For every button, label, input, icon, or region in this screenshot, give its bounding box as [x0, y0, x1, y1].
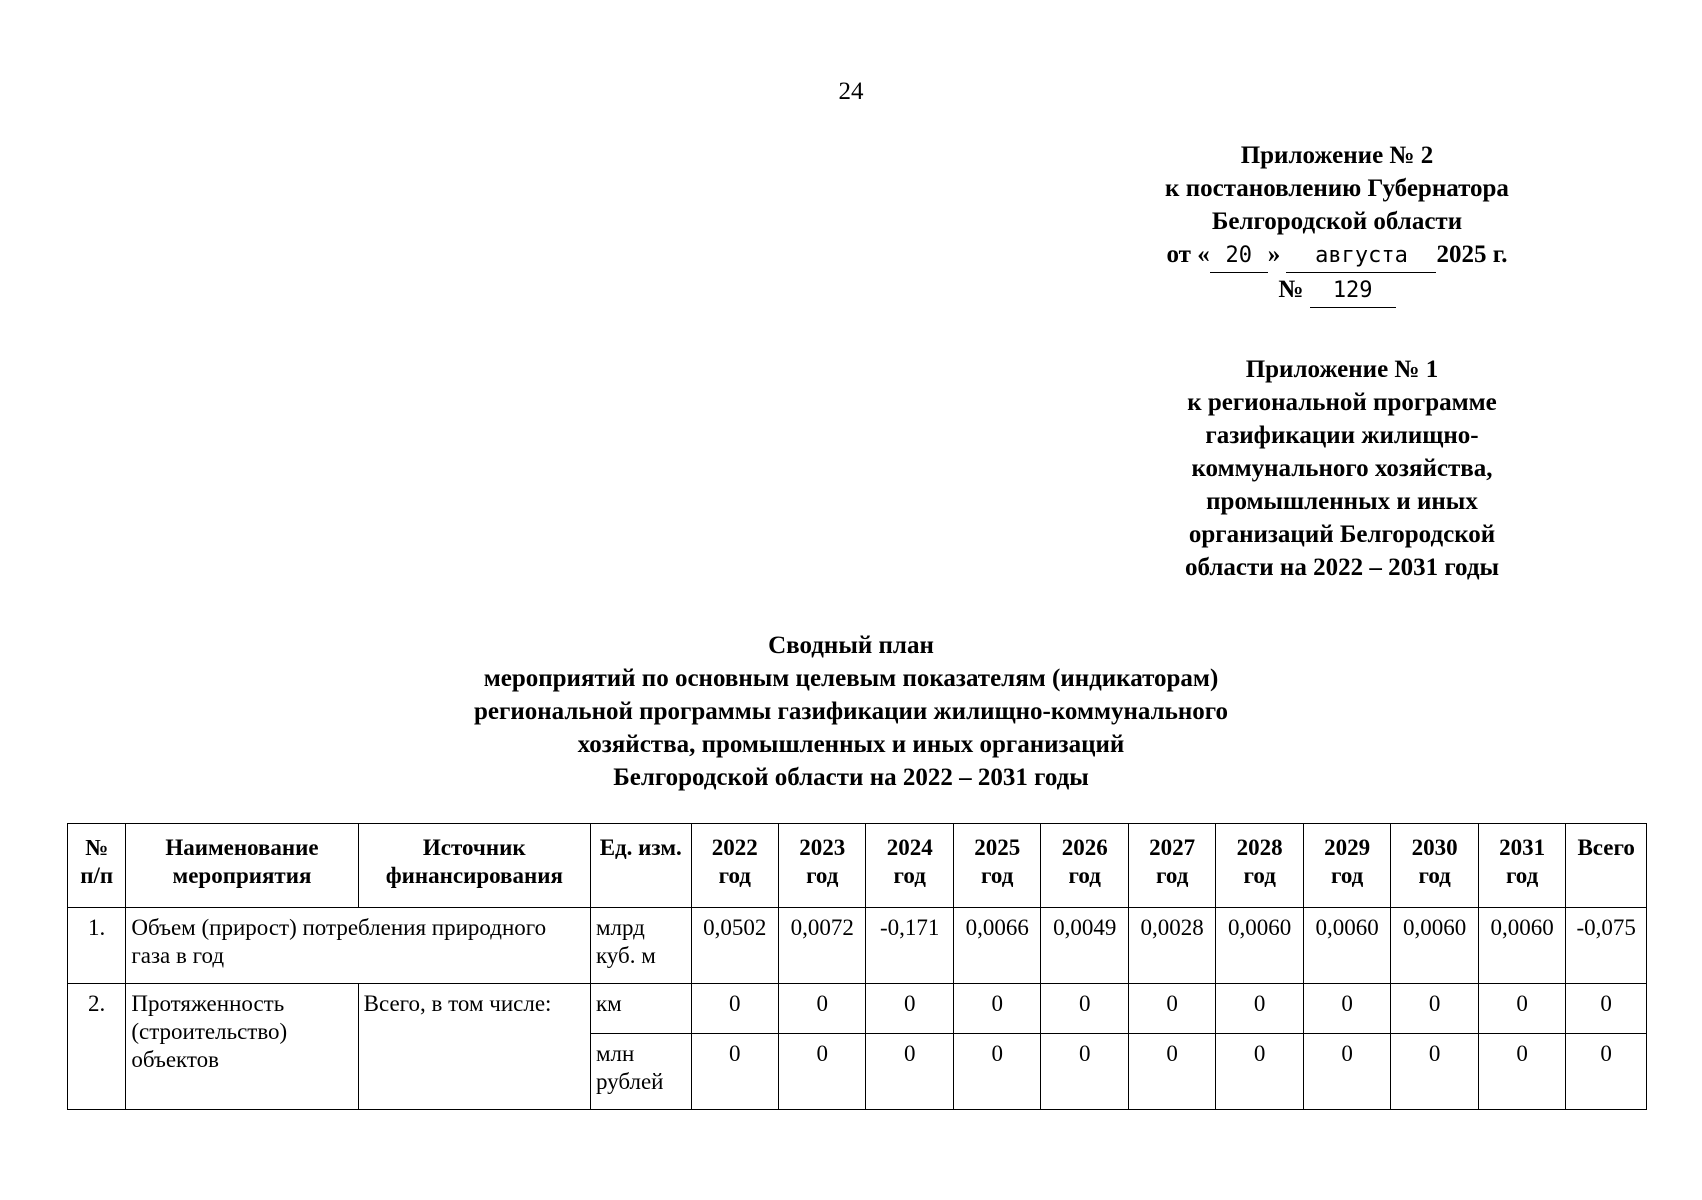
document-title-line: хозяйства, промышленных и иных организаций — [577, 731, 1125, 758]
table-row — [68, 984, 1647, 1034]
appendix-2-date — [1122, 238, 1552, 273]
row-value: 0,0060 — [1216, 908, 1303, 984]
header-year: 2028 год — [1216, 824, 1303, 908]
row-value: 0 — [779, 1034, 866, 1110]
row-name: Объем (прирост) потребления природного газа в год — [126, 908, 591, 984]
row-value: 0,0066 — [953, 908, 1040, 984]
appendix-2-number — [1122, 273, 1552, 308]
row-value: 0 — [779, 984, 866, 1034]
document-title-line: Сводный план — [768, 632, 934, 659]
number-value: 129 — [1310, 274, 1396, 308]
appendix-1-line: газификации жилищно- — [1205, 422, 1479, 449]
header-year: 2026 год — [1041, 824, 1128, 908]
header-year: 2022 год — [691, 824, 778, 908]
appendix-2-header — [1122, 139, 1552, 308]
document-title-line: Белгородской области на 2022 – 2031 годы — [613, 764, 1089, 791]
row-value: 0 — [1303, 1034, 1390, 1110]
row-value: 0 — [691, 984, 778, 1034]
header-total: Всего — [1566, 824, 1647, 908]
row-value: 0 — [1303, 984, 1390, 1034]
row-source: Всего, в том числе: — [358, 984, 590, 1110]
appendix-1-title: Приложение № 1 — [1245, 356, 1439, 383]
appendix-2-title: Приложение № 2 — [1240, 142, 1434, 169]
row-num: 2. — [68, 984, 126, 1110]
header-year: 2027 год — [1128, 824, 1215, 908]
row-value: 0 — [1041, 984, 1128, 1034]
document-title-line: региональной программы газификации жилищно-коммунального — [473, 698, 1229, 725]
row-value: 0 — [1391, 984, 1478, 1034]
row-total: 0 — [1566, 1034, 1647, 1110]
row-value: 0 — [1478, 984, 1565, 1034]
header-unit: Ед. изм. — [590, 824, 691, 908]
header-year: 2023 год — [779, 824, 866, 908]
row-value: 0 — [953, 1034, 1040, 1110]
date-day: 20 — [1210, 239, 1268, 273]
appendix-1-line: области на 2022 – 2031 годы — [1184, 554, 1499, 581]
row-value: 0,0049 — [1041, 908, 1128, 984]
row-num: 1. — [68, 908, 126, 984]
row-value: 0,0060 — [1303, 908, 1390, 984]
row-value: 0,0502 — [691, 908, 778, 984]
appendix-1-line: промышленных и иных — [1206, 488, 1478, 515]
document-title-line: мероприятий по основным целевым показателям (индикаторам) — [483, 665, 1219, 692]
row-value: 0 — [1128, 984, 1215, 1034]
appendix-2-line: Белгородской области — [1211, 208, 1463, 235]
header-name: Наименование мероприятия — [126, 824, 358, 908]
header-year: 2031 год — [1478, 824, 1565, 908]
row-value: -0,171 — [866, 908, 953, 984]
table-row — [68, 908, 1647, 984]
row-value: 0 — [691, 1034, 778, 1110]
appendix-2-line: к постановлению Губернатора — [1165, 175, 1509, 202]
document-title — [0, 629, 1702, 794]
row-value: 0 — [866, 1034, 953, 1110]
row-unit: млн рублей — [590, 1034, 691, 1110]
date-year: 2025 г. — [1436, 241, 1508, 268]
row-value: 0,0028 — [1128, 908, 1215, 984]
header-source: Источник финансирования — [358, 824, 590, 908]
page-number: 24 — [838, 78, 864, 105]
header-year: 2025 год — [953, 824, 1040, 908]
header-year: 2029 год — [1303, 824, 1390, 908]
appendix-1-line: к региональной программе — [1187, 389, 1497, 416]
row-name: Протяженность (строительство) объектов — [126, 984, 358, 1110]
number-prefix: № — [1278, 276, 1304, 303]
row-value: 0 — [1478, 1034, 1565, 1110]
row-value: 0,0060 — [1391, 908, 1478, 984]
header-year: 2024 год — [866, 824, 953, 908]
date-mid: » — [1267, 241, 1281, 268]
row-value: 0 — [1216, 984, 1303, 1034]
row-value: 0 — [1391, 1034, 1478, 1110]
row-unit: млрд куб. м — [590, 908, 691, 984]
summary-plan-table — [67, 823, 1647, 1110]
row-value: 0 — [866, 984, 953, 1034]
row-value: 0 — [1128, 1034, 1215, 1110]
date-prefix: от « — [1166, 241, 1210, 268]
row-value: 0 — [1216, 1034, 1303, 1110]
header-num: № п/п — [68, 824, 126, 908]
row-value: 0,0060 — [1478, 908, 1565, 984]
row-total: 0 — [1566, 984, 1647, 1034]
appendix-1-line: организаций Белгородской — [1188, 521, 1496, 548]
appendix-1-header — [1132, 353, 1552, 584]
row-value: 0 — [953, 984, 1040, 1034]
row-unit: км — [590, 984, 691, 1034]
date-month: августа — [1286, 239, 1436, 273]
header-year: 2030 год — [1391, 824, 1478, 908]
appendix-1-line: коммунального хозяйства, — [1191, 455, 1493, 482]
row-value: 0 — [1041, 1034, 1128, 1110]
row-value: 0,0072 — [779, 908, 866, 984]
table-header-row — [68, 824, 1647, 908]
row-total: -0,075 — [1566, 908, 1647, 984]
